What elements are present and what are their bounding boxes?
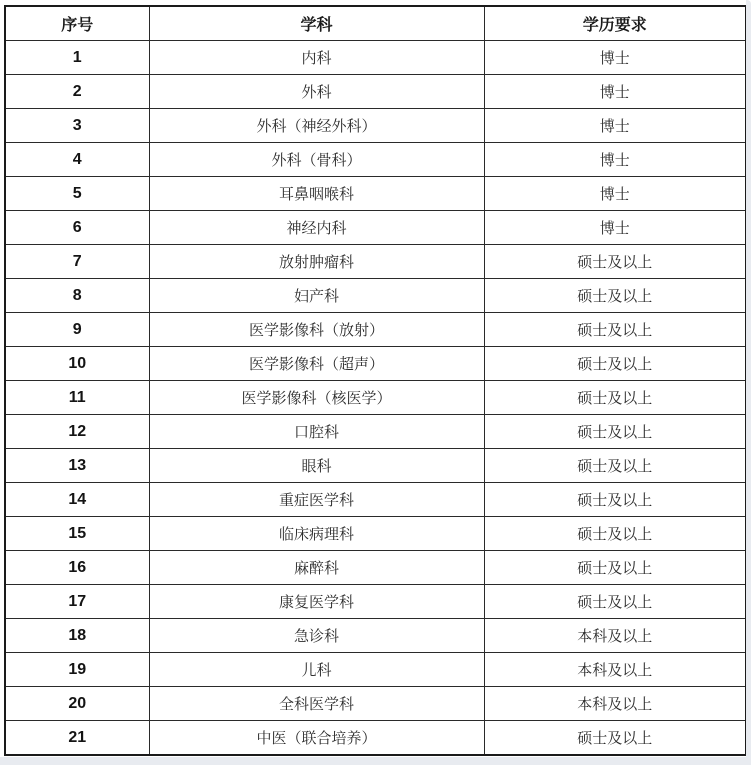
table-row bbox=[5, 211, 746, 245]
table-row bbox=[5, 245, 746, 279]
cell-subject: 重症医学科 bbox=[149, 483, 484, 517]
cell-education: 博士 bbox=[484, 143, 746, 177]
table-row bbox=[5, 381, 746, 415]
cell-subject: 医学影像科（核医学） bbox=[149, 381, 484, 415]
cell-index: 20 bbox=[5, 687, 149, 721]
cell-education: 本科及以上 bbox=[484, 653, 746, 687]
page-edge-strip-right bbox=[746, 0, 751, 765]
table-row bbox=[5, 177, 746, 211]
cell-index: 5 bbox=[5, 177, 149, 211]
table-row bbox=[5, 313, 746, 347]
table-row bbox=[5, 279, 746, 313]
cell-index: 14 bbox=[5, 483, 149, 517]
cell-subject: 放射肿瘤科 bbox=[149, 245, 484, 279]
cell-education: 博士 bbox=[484, 109, 746, 143]
table-row bbox=[5, 415, 746, 449]
cell-subject: 外科（骨科） bbox=[149, 143, 484, 177]
cell-subject: 中医（联合培养） bbox=[149, 721, 484, 756]
cell-subject: 医学影像科（超声） bbox=[149, 347, 484, 381]
cell-subject: 外科 bbox=[149, 75, 484, 109]
page-edge-strip-bottom bbox=[0, 757, 751, 765]
cell-education: 本科及以上 bbox=[484, 687, 746, 721]
cell-index: 10 bbox=[5, 347, 149, 381]
cell-index: 16 bbox=[5, 551, 149, 585]
table-row bbox=[5, 41, 746, 75]
column-header-index: 序号 bbox=[5, 6, 149, 41]
cell-education: 本科及以上 bbox=[484, 619, 746, 653]
table-row bbox=[5, 517, 746, 551]
cell-index: 18 bbox=[5, 619, 149, 653]
cell-education: 硕士及以上 bbox=[484, 347, 746, 381]
table-header-row bbox=[5, 6, 746, 41]
cell-index: 17 bbox=[5, 585, 149, 619]
cell-education: 硕士及以上 bbox=[484, 585, 746, 619]
cell-education: 硕士及以上 bbox=[484, 517, 746, 551]
table-row bbox=[5, 109, 746, 143]
cell-subject: 急诊科 bbox=[149, 619, 484, 653]
cell-education: 博士 bbox=[484, 41, 746, 75]
cell-index: 3 bbox=[5, 109, 149, 143]
cell-index: 8 bbox=[5, 279, 149, 313]
cell-index: 19 bbox=[5, 653, 149, 687]
table-row bbox=[5, 483, 746, 517]
cell-subject: 临床病理科 bbox=[149, 517, 484, 551]
cell-subject: 外科（神经外科） bbox=[149, 109, 484, 143]
column-header-education: 学历要求 bbox=[484, 6, 746, 41]
cell-index: 9 bbox=[5, 313, 149, 347]
table-row bbox=[5, 143, 746, 177]
table-row bbox=[5, 721, 746, 756]
cell-education: 博士 bbox=[484, 75, 746, 109]
table-row bbox=[5, 347, 746, 381]
cell-subject: 口腔科 bbox=[149, 415, 484, 449]
cell-education: 博士 bbox=[484, 211, 746, 245]
cell-education: 博士 bbox=[484, 177, 746, 211]
table-row bbox=[5, 75, 746, 109]
cell-subject: 全科医学科 bbox=[149, 687, 484, 721]
table-row bbox=[5, 619, 746, 653]
cell-index: 15 bbox=[5, 517, 149, 551]
column-header-subject: 学科 bbox=[149, 6, 484, 41]
cell-index: 2 bbox=[5, 75, 149, 109]
cell-index: 7 bbox=[5, 245, 149, 279]
cell-education: 硕士及以上 bbox=[484, 279, 746, 313]
table-row bbox=[5, 687, 746, 721]
cell-subject: 儿科 bbox=[149, 653, 484, 687]
cell-subject: 内科 bbox=[149, 41, 484, 75]
cell-index: 13 bbox=[5, 449, 149, 483]
cell-subject: 麻醉科 bbox=[149, 551, 484, 585]
recruitment-requirements-table bbox=[4, 5, 747, 756]
cell-education: 硕士及以上 bbox=[484, 245, 746, 279]
cell-index: 12 bbox=[5, 415, 149, 449]
cell-index: 4 bbox=[5, 143, 149, 177]
cell-education: 硕士及以上 bbox=[484, 551, 746, 585]
cell-index: 1 bbox=[5, 41, 149, 75]
cell-education: 硕士及以上 bbox=[484, 721, 746, 756]
cell-education: 硕士及以上 bbox=[484, 415, 746, 449]
cell-education: 硕士及以上 bbox=[484, 313, 746, 347]
cell-subject: 神经内科 bbox=[149, 211, 484, 245]
cell-subject: 耳鼻咽喉科 bbox=[149, 177, 484, 211]
cell-education: 硕士及以上 bbox=[484, 483, 746, 517]
table-row bbox=[5, 551, 746, 585]
cell-subject: 康复医学科 bbox=[149, 585, 484, 619]
cell-index: 6 bbox=[5, 211, 149, 245]
cell-subject: 医学影像科（放射） bbox=[149, 313, 484, 347]
table-row bbox=[5, 449, 746, 483]
cell-subject: 妇产科 bbox=[149, 279, 484, 313]
table-row bbox=[5, 585, 746, 619]
cell-education: 硕士及以上 bbox=[484, 381, 746, 415]
cell-education: 硕士及以上 bbox=[484, 449, 746, 483]
cell-index: 21 bbox=[5, 721, 149, 756]
table-row bbox=[5, 653, 746, 687]
cell-index: 11 bbox=[5, 381, 149, 415]
cell-subject: 眼科 bbox=[149, 449, 484, 483]
table-body bbox=[5, 41, 746, 756]
